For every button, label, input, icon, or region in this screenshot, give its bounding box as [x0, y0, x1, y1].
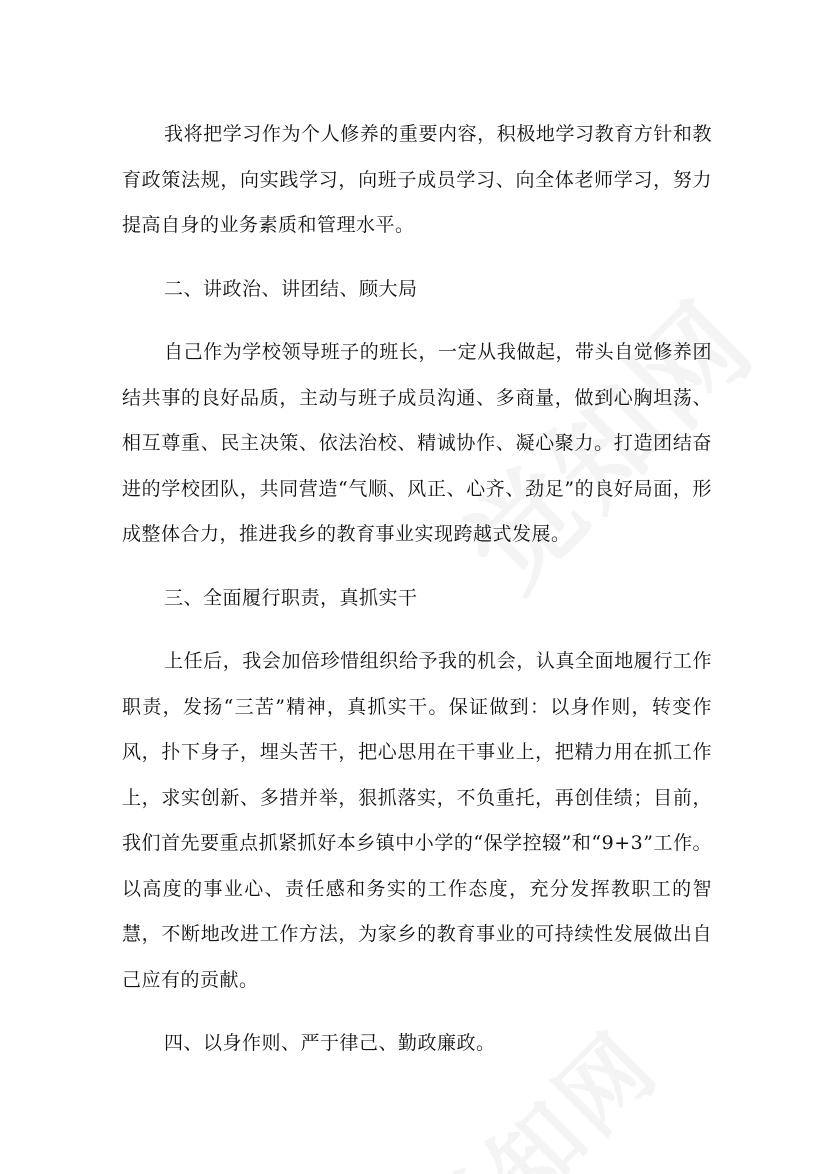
paragraph-duties: 上任后，我会加倍珍惜组织给予我的机会，认真全面地履行工作职责，发扬“三苦”精神，真抓实干。保证做到：以身作则，转变作风，扑下身子，埋头苦干，把心思用在干事业上，把精力用在抓工作上，求实创新、多措并举，狠抓落实，不负重托，再创佳绩；目前，我们首先要重点抓紧抓好本乡镇中小学的“保学控辍”和“9+3”工作。以高度的事业心、责任感和务实的工作态度，充分发挥教职工的智慧，不断地改进工作方法，为家乡的教育事业的可持续性发展做出自己应有的贡献。	[122, 650, 712, 991]
paragraph-study: 我将把学习作为个人修养的重要内容，积极地学习教育方针和教育政策法规，向实践学习，向班子成员学习、向全体老师学习，努力提高自身的业务素质和管理水平。	[122, 123, 712, 236]
section-heading-2: 二、讲政治、讲团结、顾大局	[164, 277, 418, 300]
section-heading-4: 四、以身作则、严于律己、勤政廉政。	[164, 1032, 496, 1054]
document-body	[122, 112, 712, 1067]
section-heading-3: 三、全面履行职责，真抓实干	[164, 586, 418, 609]
paragraph-unity: 自己作为学校领导班子的班长，一定从我做起，带头自觉修养团结共事的良好品质，主动与班子成员沟通、多商量，做到心胸坦荡、相互尊重、民主决策、依法治校、精诚协作、凝心聚力。打造团结奋进的学校团队，共同营造“气顺、风正、心齐、劲足”的良好局面，形成整体合力，推进我乡的教育事业实现跨越式发展。	[122, 341, 712, 545]
